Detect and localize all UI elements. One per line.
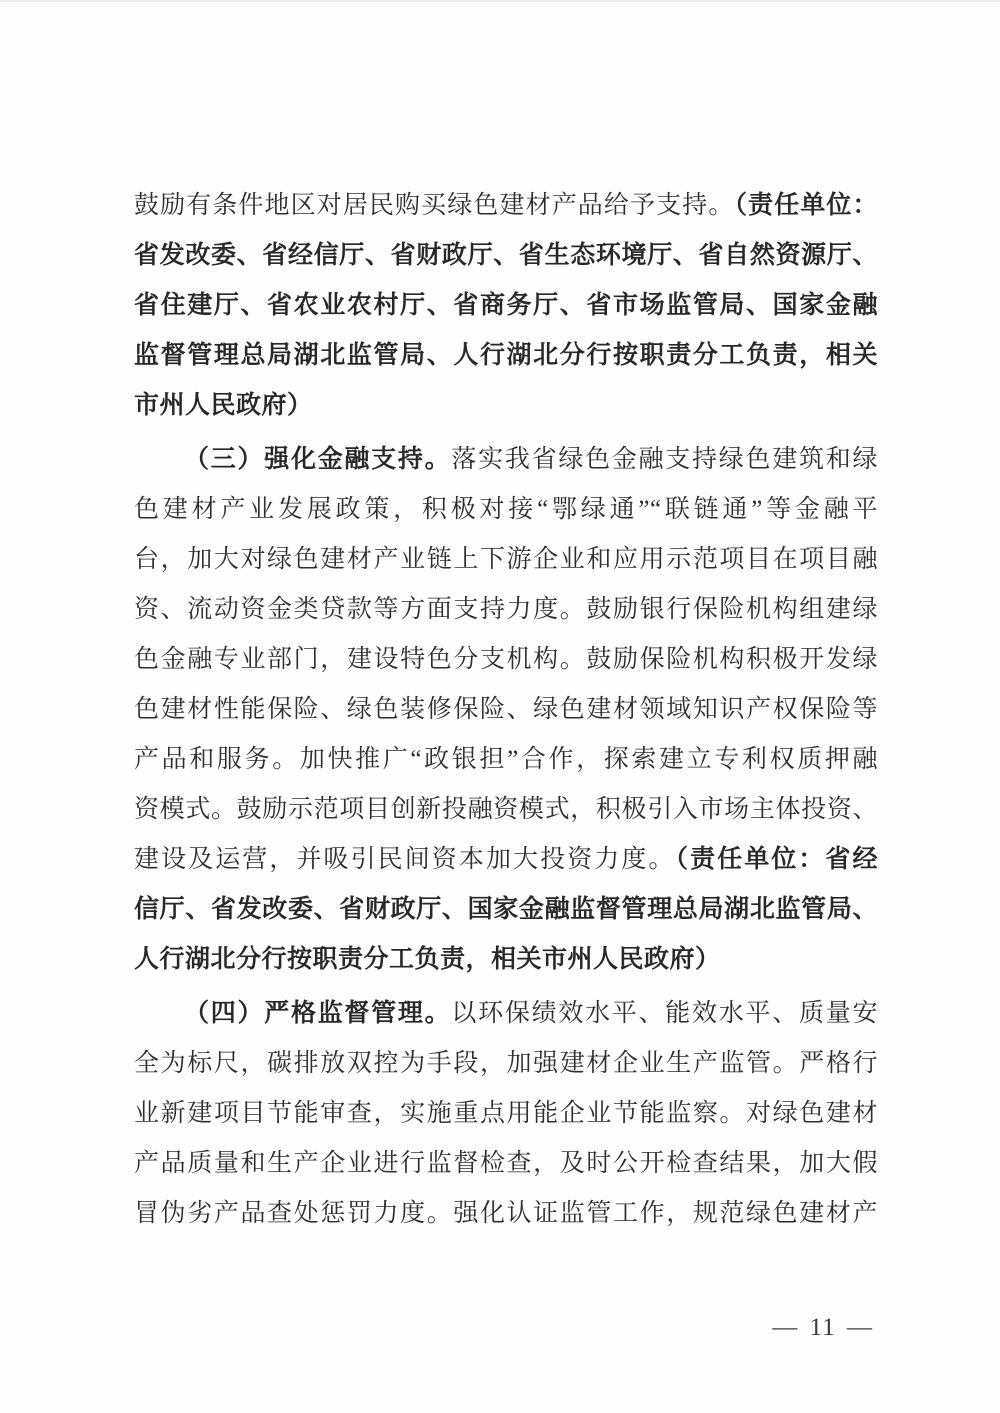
body-text: 色建材性能保险、绿色装修保险、绿色建材领域知识产权保险等 (134, 696, 878, 723)
text-line (134, 989, 878, 1039)
text-line (134, 1089, 878, 1139)
text-line (134, 935, 878, 985)
body-text: 落实我省绿色金融支持绿色建筑和绿 (451, 446, 878, 473)
text-line (134, 535, 878, 585)
emphasis-text: （责任单位： (734, 192, 878, 219)
text-line (134, 181, 878, 231)
body-text: 资、流动资金类贷款等方面支持力度。鼓励银行保险机构组建绿 (134, 596, 878, 623)
text-line (134, 231, 878, 281)
text-line (134, 435, 878, 485)
body-text: 鼓励有条件地区对居民购买绿色建材产品给予支持。 (134, 192, 735, 219)
document-body (134, 181, 878, 1239)
body-text: 建设及运营，并吸引民间资本加大投资力度。 (134, 846, 676, 873)
emphasis-text: 监督管理总局湖北监管局、人行湖北分行按职责分工负责，相关 (134, 342, 878, 369)
text-line (134, 281, 878, 331)
emphasis-text: （四）严格监督管理。 (184, 1000, 452, 1027)
emphasis-text: 市州人民政府） (134, 392, 313, 419)
body-text: 产品质量和生产企业进行监督检查，及时公开检查结果，加大假 (134, 1150, 878, 1177)
scan-edge-line (0, 0, 1000, 2)
text-line (134, 835, 878, 885)
body-text: 色金融专业部门，建设特色分支机构。鼓励保险机构积极开发绿 (134, 646, 878, 673)
text-line (134, 735, 878, 785)
emphasis-text: 省发改委、省经信厅、省财政厅、省生态环境厅、省自然资源厅、 (134, 242, 878, 269)
body-text: 冒伪劣产品查处惩罚力度。强化认证监管工作，规范绿色建材产 (134, 1200, 878, 1227)
emphasis-text: （三）强化金融支持。 (184, 446, 452, 473)
body-text: 业新建项目节能审查，实施重点用能企业节能监察。对绿色建材 (134, 1100, 878, 1127)
emphasis-text: 省住建厅、省农业农村厅、省商务厅、省市场监管局、国家金融 (134, 292, 878, 319)
text-line (134, 381, 878, 431)
text-line (134, 485, 878, 535)
text-line (134, 785, 878, 835)
body-text: 色建材产业发展政策，积极对接“鄂绿通”“联链通”等金融平 (134, 496, 878, 523)
emphasis-text: 信厅、省发改委、省财政厅、国家金融监督管理总局湖北监管局、 (134, 896, 878, 923)
text-line (134, 1039, 878, 1089)
text-line (134, 1189, 878, 1239)
body-text: 台，加大对绿色建材产业链上下游企业和应用示范项目在项目融 (134, 546, 878, 573)
body-text: 产品和服务。加快推广“政银担”合作，探索建立专利权质押融 (134, 746, 878, 773)
emphasis-text: 人行湖北分行按职责分工负责，相关市州人民政府） (134, 946, 721, 973)
text-line (134, 635, 878, 685)
body-text: 以环保绩效水平、能效水平、质量安 (451, 1000, 878, 1027)
body-text: 资模式。鼓励示范项目创新投融资模式，积极引入市场主体投资、 (134, 796, 878, 823)
emphasis-text: （责任单位：省经 (675, 846, 878, 873)
body-text: 全为标尺，碳排放双控为手段，加强建材企业生产监管。严格行 (134, 1050, 878, 1077)
page-number: — 11 — (772, 1314, 873, 1341)
text-line (134, 885, 878, 935)
text-line (134, 585, 878, 635)
text-line (134, 1139, 878, 1189)
text-line (134, 685, 878, 735)
text-line (134, 331, 878, 381)
